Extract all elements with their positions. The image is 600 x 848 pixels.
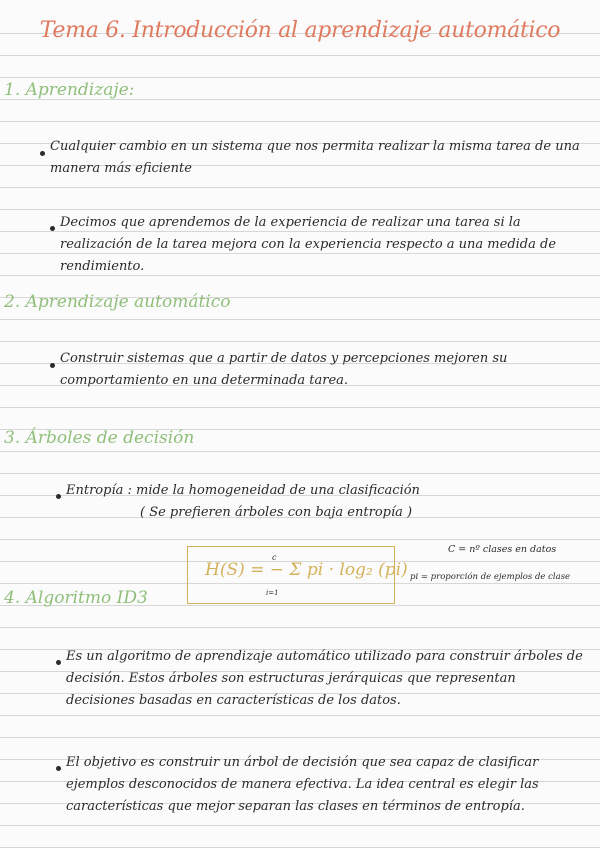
section-1-heading: 1. Aprendizaje: (4, 80, 135, 100)
bullet-dot (56, 766, 61, 771)
paragraph-entropy: Entropía : mide la homogeneidad de una clasificación (66, 483, 420, 498)
paragraph-entropy-note: ( Se prefieren árboles con baja entropía ) (140, 505, 413, 520)
sum-lower-limit: i=1 (266, 589, 279, 597)
entropy-formula: H(S) = − Σ pi · log₂ (pi) (205, 560, 408, 580)
note-classes: C = nº clases en datos (448, 544, 557, 555)
note-proportion: pi = proporción de ejemplos de clase (410, 572, 571, 582)
sum-upper-limit: c (272, 553, 277, 562)
paragraph-id3-objective: El objetivo es construir un árbol de decisión que sea capaz de clasificar ejemplos desconocidos de manera efectiva. La idea central es elegir las características que mejor separan las clases en términos de entropía. (66, 755, 539, 814)
bullet-dot (50, 226, 55, 231)
section-2-heading: 2. Aprendizaje automático (4, 292, 231, 312)
page-title: Tema 6. Introducción al aprendizaje automático (39, 18, 561, 43)
paragraph-machine-learning: Construir sistemas que a partir de datos y percepciones mejoren su comportamiento en una determinada tarea. (60, 351, 508, 388)
paragraph-definition: Cualquier cambio en un sistema que nos permita realizar la misma tarea de una manera más eficiente (50, 139, 580, 176)
bullet-dot (56, 660, 61, 665)
paragraph-learning: Decimos que aprendemos de la experiencia de realizar una tarea si la realización de la tarea mejora con la experiencia respecto a una medida de rendimiento. (60, 215, 557, 274)
bullet-dot (40, 151, 45, 156)
bullet-dot (50, 363, 55, 368)
paragraph-id3-definition: Es un algoritmo de aprendizaje automático utilizado para construir árboles de decisión. Estos árboles son estructuras jerárquicas que representan decisiones basadas en características de los datos. (66, 649, 583, 708)
section-3-heading: 3. Árboles de decisión (4, 428, 195, 448)
bullet-dot (56, 494, 61, 499)
section-4-heading: 4. Algoritmo ID3 (4, 588, 148, 608)
